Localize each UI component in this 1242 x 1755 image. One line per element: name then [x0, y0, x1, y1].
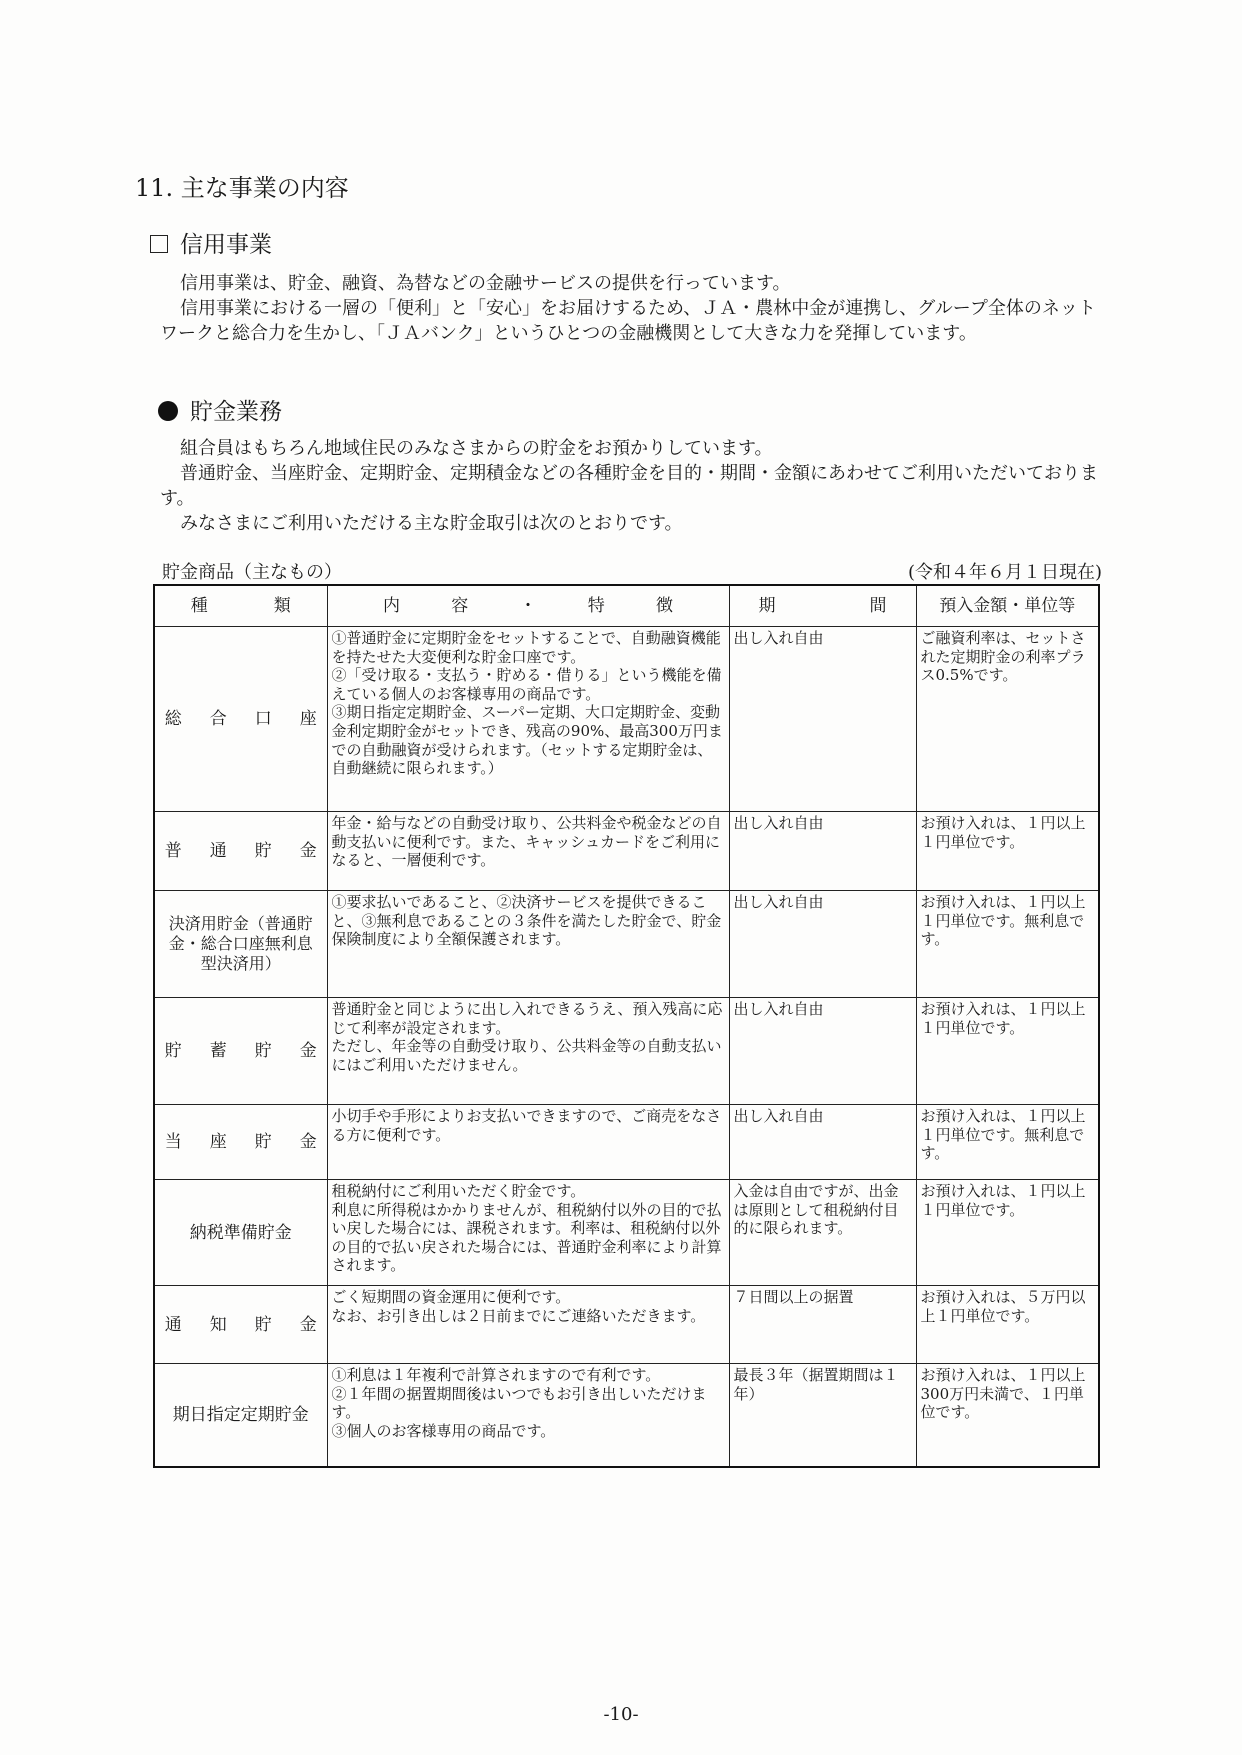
- credit-heading: [150, 226, 272, 259]
- description-line: ②１年間の据置期間後はいつでもお引き出しいただけます。: [331, 1384, 707, 1422]
- row-amount: お預け入れは、１円以上１円単位です。無利息です。: [916, 891, 1099, 998]
- deposit-heading: [158, 393, 282, 426]
- header-kind-char: 類: [273, 595, 291, 616]
- kind-char: 知: [209, 1314, 227, 1335]
- row-kind: [154, 998, 327, 1105]
- kind-char: 総: [164, 709, 182, 729]
- row-period: 最長３年（据置期間は１年）: [729, 1364, 916, 1467]
- deposit-paragraph-line: みなさまにご利用いただける主な貯金取引は次のとおりです。: [180, 513, 683, 534]
- row-description: [327, 812, 729, 891]
- table-row: [154, 627, 1099, 812]
- kind-label: [165, 708, 317, 730]
- description-line: なお、お引き出しは２日前までにご連絡いただきます。: [331, 1306, 706, 1325]
- description-line: ②「受け取る・支払う・貯める・借りる」という機能を備えている個人のお客様専用の商品です。: [331, 666, 722, 703]
- description-line: ③期日指定定期貯金、スーパー定期、大口定期貯金、変動金利定期貯金がセットでき、残高の90%、最高300万円までの自動融資が受けられます。（セットする定期貯金は、自動継続に限られます。）: [331, 703, 723, 778]
- header-desc-char: ・: [519, 595, 537, 616]
- description-line: 年金・給与などの自動受け取り、公共料金や税金などの自動支払いに便利です。また、キャッシュカードをご利用になると、一層便利です。: [331, 814, 722, 870]
- row-period: 出し入れ自由: [729, 812, 916, 891]
- description-line: ①利息は１年複利で計算されますので有利です。: [331, 1366, 661, 1384]
- table-row: [154, 1105, 1099, 1180]
- kind-char: 金: [299, 1132, 317, 1152]
- kind-label: 納税準備貯金: [189, 1222, 292, 1243]
- header-amount: 預入金額・単位等: [916, 585, 1099, 627]
- description-line: ③個人のお客様専用の商品です。: [331, 1421, 556, 1440]
- row-description: [327, 1105, 729, 1180]
- kind-char: 貯: [164, 1041, 182, 1061]
- description-line: ①普通貯金に定期貯金をセットすることで、自動融資機能を持たせた大変便利な貯金口座です。: [331, 629, 721, 666]
- header-desc-char: 徴: [656, 595, 673, 616]
- kind-char: 通: [164, 1314, 182, 1335]
- credit-title: 信用事業: [180, 232, 272, 258]
- row-amount: お預け入れは、１円以上１円単位です。: [916, 812, 1099, 891]
- row-kind: [154, 1105, 327, 1180]
- row-kind: [154, 1286, 327, 1364]
- row-amount: お預け入れは、１円以上300万円未満で、１円単位です。: [916, 1364, 1099, 1467]
- kind-label: [165, 1314, 317, 1336]
- table-row: [154, 812, 1099, 891]
- header-kind-char: 種: [190, 595, 208, 616]
- table-row: [154, 1364, 1099, 1467]
- header-desc-char: 内: [383, 595, 400, 616]
- row-amount: お預け入れは、１円以上１円単位です。: [916, 1180, 1099, 1286]
- kind-label: [165, 840, 317, 862]
- kind-char: 座: [299, 709, 317, 729]
- description-line: ①要求払いであること、②決済サービスを提供できること、③無利息であることの３条件を満たした貯金で、貯金保険制度により全額保護されます。: [331, 893, 722, 949]
- deposit-paragraph: [160, 436, 1100, 536]
- header-period-char: 間: [869, 595, 887, 616]
- kind-char: 口: [254, 709, 272, 729]
- header-description: [327, 585, 729, 627]
- description-line: 租税納付にご利用いただく貯金です。: [331, 1182, 586, 1200]
- deposit-paragraph-line: 普通貯金、当座貯金、定期貯金、定期積金などの各種貯金を目的・期間・金額にあわせてご利用いただいております。: [160, 463, 1098, 509]
- kind-label: 期日指定定期貯金: [172, 1404, 309, 1425]
- kind-char: 普: [164, 841, 182, 861]
- header-kind: [154, 585, 327, 627]
- checkbox-square-icon: [150, 235, 168, 253]
- row-amount: お預け入れは、１円以上１円単位です。: [916, 998, 1099, 1105]
- kind-label: 決済用貯金（普通貯金・総合口座無利息型決済用）: [168, 914, 313, 973]
- table-row: [154, 891, 1099, 998]
- kind-char: 貯: [254, 1132, 272, 1152]
- description-line: ごく短期間の資金運用に便利です。: [331, 1288, 571, 1306]
- deposit-products-table: [153, 584, 1100, 1468]
- row-period: 出し入れ自由: [729, 891, 916, 998]
- kind-char: 貯: [254, 1041, 272, 1061]
- header-desc-char: 特: [587, 595, 605, 616]
- section-title: 11. 主な事業の内容: [135, 174, 349, 202]
- credit-paragraph-line: 信用事業における一層の「便利」と「安心」をお届けするため、ＪＡ・農林中金が連携し、グループ全体のネットワークと総合力を生かし、「ＪＡバンク」というひとつの金融機関として大きな力を発揮しています。: [160, 298, 1096, 344]
- table-as-of-date: (令和４年６月１日現在): [907, 562, 1102, 583]
- row-period: 入金は自由ですが、出金は原則として租税納付目的に限られます。: [729, 1180, 916, 1286]
- row-description: [327, 998, 729, 1105]
- row-description: [327, 891, 729, 998]
- header-desc-char: 容: [451, 595, 469, 616]
- row-kind: [154, 891, 327, 998]
- table-header-row: [154, 585, 1099, 627]
- row-description: [327, 1286, 729, 1364]
- row-period: ７日間以上の据置: [729, 1286, 916, 1364]
- table-caption: 貯金商品（主なもの）: [162, 562, 342, 583]
- credit-paragraph: [160, 271, 1100, 346]
- row-description: [327, 1364, 729, 1467]
- description-line: 利息に所得税はかかりませんが、租税納付以外の目的で払い戻した場合には、課税されます。利率は、租税納付以外の目的で払い戻された場合には、普通貯金利率により計算されます。: [331, 1200, 722, 1275]
- row-amount: お預け入れは、１円以上１円単位です。無利息です。: [916, 1105, 1099, 1180]
- kind-char: 金: [299, 841, 317, 861]
- kind-label: [165, 1131, 317, 1153]
- row-kind: [154, 812, 327, 891]
- kind-label: [165, 1040, 317, 1062]
- description-line: 普通貯金と同じように出し入れできるうえ、預入残高に応じて利率が設定されます。: [331, 1000, 723, 1037]
- page-number: -10-: [603, 1704, 639, 1725]
- row-period: 出し入れ自由: [729, 627, 916, 812]
- description-line: 小切手や手形によりお支払いできますので、ご商売をなさる方に便利です。: [331, 1107, 722, 1144]
- table-row: [154, 998, 1099, 1105]
- row-period: 出し入れ自由: [729, 998, 916, 1105]
- table-row: [154, 1180, 1099, 1286]
- header-period-char: 期: [758, 595, 776, 616]
- row-kind: [154, 1180, 327, 1286]
- kind-char: 金: [299, 1041, 317, 1061]
- row-kind: [154, 1364, 327, 1467]
- kind-char: 通: [209, 841, 227, 861]
- kind-char: 貯: [254, 1314, 272, 1335]
- table-row: [154, 1286, 1099, 1364]
- deposit-paragraph-line: 組合員はもちろん地域住民のみなさまからの貯金をお預かりしています。: [180, 438, 773, 459]
- header-period: [729, 585, 916, 627]
- row-amount: ご融資利率は、セットされた定期貯金の利率プラス0.5%です。: [916, 627, 1099, 812]
- kind-char: 蓄: [209, 1041, 227, 1061]
- row-description: [327, 1180, 729, 1286]
- row-description: [327, 627, 729, 812]
- row-period: 出し入れ自由: [729, 1105, 916, 1180]
- bullet-circle-icon: [158, 401, 178, 421]
- credit-paragraph-line: 信用事業は、貯金、融資、為替などの金融サービスの提供を行っています。: [180, 273, 791, 294]
- row-amount: お預け入れは、５万円以上１円単位です。: [916, 1286, 1099, 1364]
- deposit-title: 貯金業務: [190, 399, 282, 425]
- description-line: ただし、年金等の自動受け取り、公共料金等の自動支払いにはご利用いただけません。: [331, 1037, 722, 1074]
- kind-char: 金: [299, 1314, 317, 1335]
- kind-char: 当: [164, 1132, 182, 1152]
- row-kind: [154, 627, 327, 812]
- kind-char: 座: [209, 1132, 227, 1152]
- kind-char: 貯: [254, 841, 272, 861]
- kind-char: 合: [209, 709, 227, 729]
